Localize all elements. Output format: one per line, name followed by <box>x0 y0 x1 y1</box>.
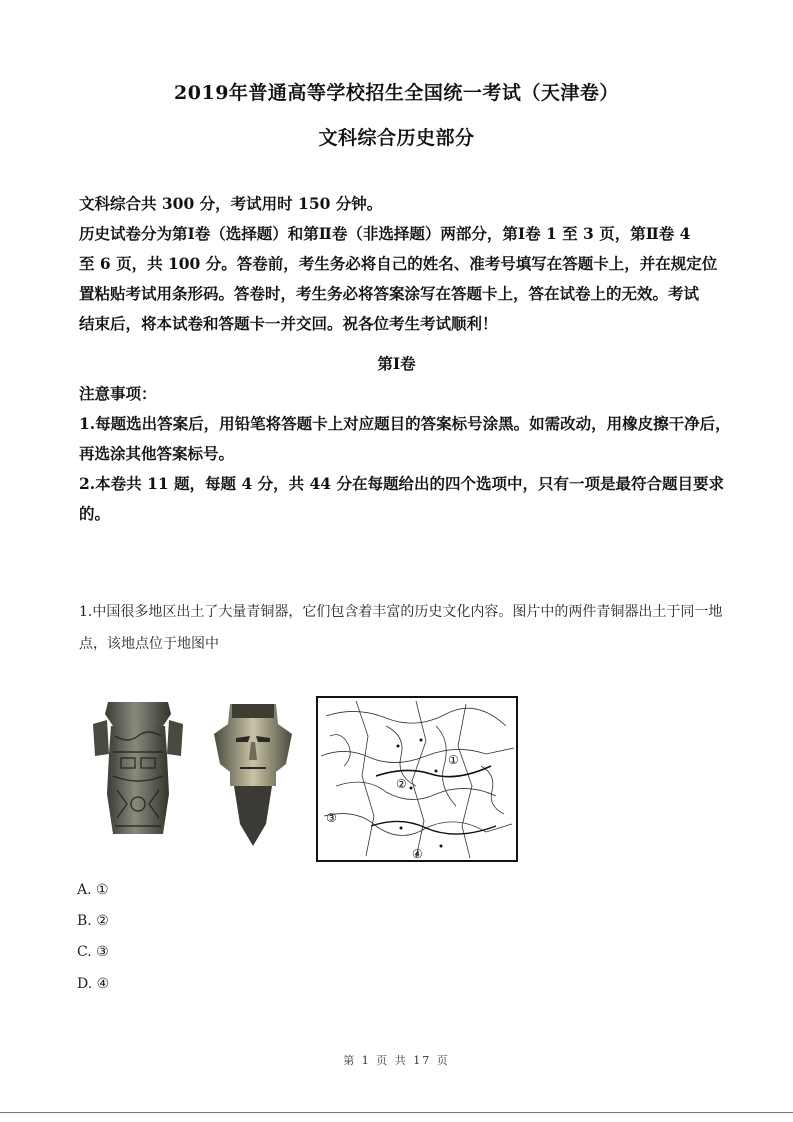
bronze-vessel-image <box>83 694 193 844</box>
notice-line: 2.本卷共 11 题，每题 4 分，共 44 分在每题给出的四个选项中，只有一项是最符合题目要求 <box>79 474 724 493</box>
bronze-head-image <box>208 694 298 854</box>
notice-line: 1.每题选出答案后，用铅笔将答题卡上对应题目的答案标号涂黑。如需改动，用橡皮擦干净后， <box>79 414 731 433</box>
option-d[interactable]: D. ④ <box>77 976 110 992</box>
intro-line: 至 6 页，共 100 分。答卷前，考生务必将自己的姓名、准考号填写在答题卡上，并在规定位 <box>79 254 718 273</box>
intro-line: 置粘贴考试用条形码。答卷时，考生务必将答案涂写在答题卡上，答在试卷上的无效。考试 <box>79 284 700 303</box>
option-a[interactable]: A. ① <box>77 882 109 898</box>
option-b[interactable]: B. ② <box>77 913 109 929</box>
intro-line: 历史试卷分为第Ⅰ卷（选择题）和第Ⅱ卷（非选择题）两部分，第Ⅰ卷 1 至 3 页，第Ⅱ卷 4 <box>79 224 691 243</box>
page-subtitle: 文科综合历史部分 <box>318 127 475 149</box>
page-title: 2019年普通高等学校招生全国统一考试（天津卷） <box>174 82 619 104</box>
map-marker-2: ② <box>396 777 407 791</box>
intro-line: 文科综合共 300 分，考试用时 150 分钟。 <box>79 194 383 213</box>
notice-line: 再选涂其他答案标号。 <box>79 444 235 463</box>
notice-heading: 注意事项： <box>79 384 157 403</box>
historical-map <box>316 696 518 862</box>
option-c[interactable]: C. ③ <box>77 944 109 960</box>
map-marker-4: ④ <box>412 847 423 861</box>
bottom-divider <box>0 1112 793 1113</box>
question-1-text <box>79 596 729 660</box>
intro-paragraph <box>79 189 729 339</box>
question-line: 1.中国很多地区出土了大量青铜器，它们包含着丰富的历史文化内容。图片中的两件青铜器出土于同一地 <box>79 604 723 620</box>
page-footer: 第 1 页 共 17 页 <box>343 1054 450 1067</box>
notice-line: 的。 <box>79 504 111 523</box>
volume-label: 第Ⅰ卷 <box>377 354 416 373</box>
notice-section <box>79 379 729 529</box>
map-marker-3: ③ <box>326 811 337 825</box>
map-marker-1: ① <box>448 753 459 767</box>
intro-line: 结束后，将本试卷和答题卡一并交回。祝各位考生考试顺利！ <box>79 314 498 333</box>
question-line: 点，该地点位于地图中 <box>79 636 219 652</box>
